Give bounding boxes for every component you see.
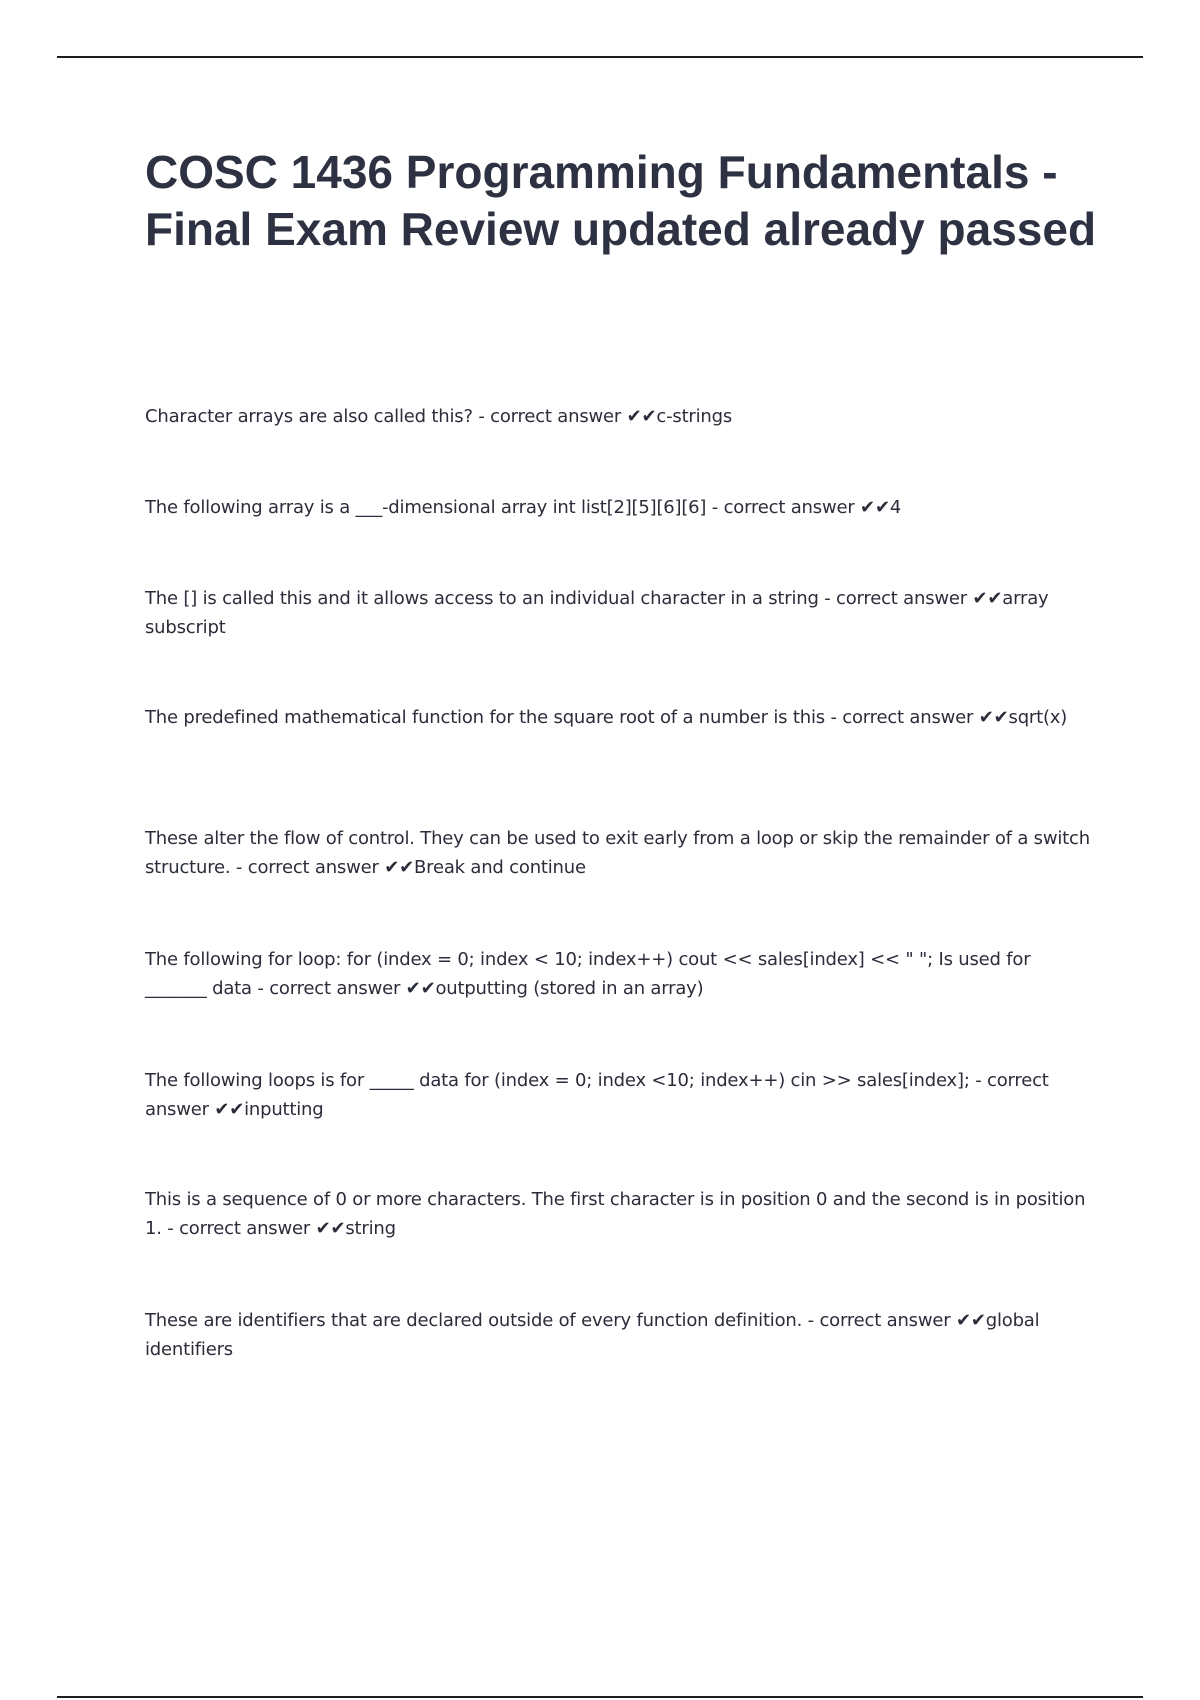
qa-entry-5: These alter the flow of control. They can be used to exit early from a loop or skip the remainder of a switch structure. - correct answer ✔✔Break and continue xyxy=(145,828,1090,878)
qa-entry-3: The [] is called this and it allows access to an individual character in a string - correct answer ✔✔array subscript xyxy=(145,588,1049,638)
qa-entry-6: The following for loop: for (index = 0; index < 10; index++) cout << sales[index] << " "; Is used for _______ data - correct answer ✔✔outputting (stored in an array) xyxy=(145,949,1031,999)
header-rule xyxy=(57,56,1143,58)
footer-rule xyxy=(57,1696,1143,1698)
qa-entry-2: The following array is a ___-dimensional array int list[2][5][6][6] - correct answer ✔✔4 xyxy=(145,497,902,518)
qa-entry-8: This is a sequence of 0 or more characters. The first character is in position 0 and the second is in position 1. - correct answer ✔✔string xyxy=(145,1189,1086,1239)
page-title: COSC 1436 Programming Fundamentals - Final Exam Review updated already passed xyxy=(145,146,1097,255)
qa-entry-9: These are identifiers that are declared outside of every function definition. - correct answer ✔✔global identifiers xyxy=(145,1310,1040,1360)
qa-entry-7: The following loops is for _____ data for (index = 0; index <10; index++) cin >> sales[index]; - correct answer ✔✔inputting xyxy=(145,1070,1049,1120)
qa-entry-4: The predefined mathematical function for the square root of a number is this - correct answer ✔✔sqrt(x) xyxy=(145,707,1068,728)
qa-entry-1: Character arrays are also called this? - correct answer ✔✔c-strings xyxy=(145,406,733,427)
